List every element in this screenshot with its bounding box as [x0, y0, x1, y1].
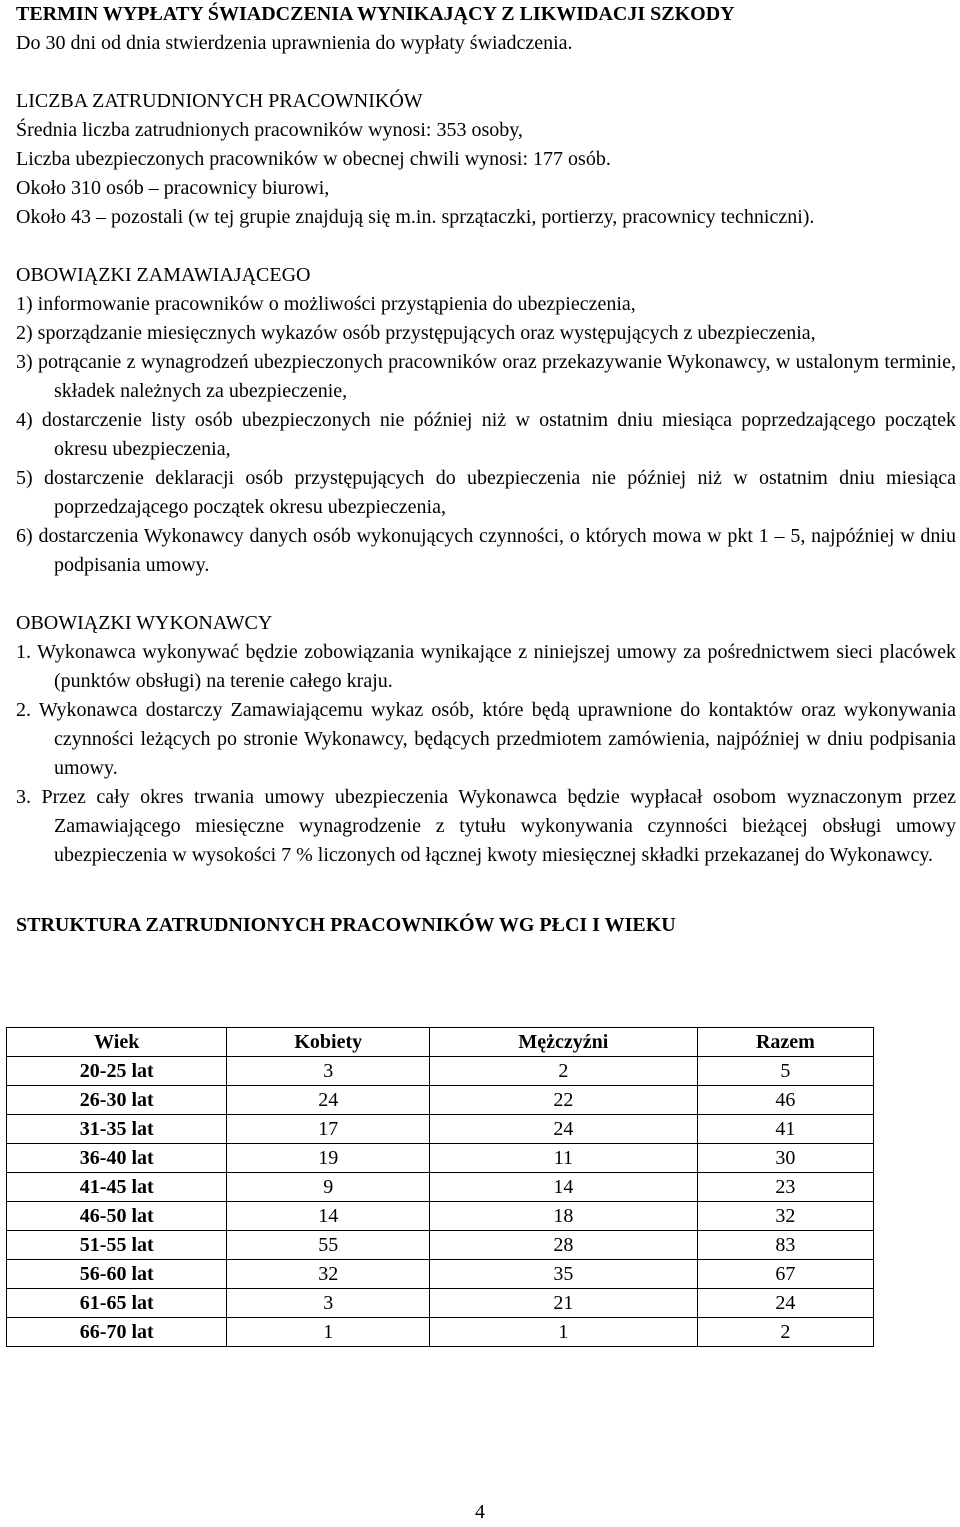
cell-age: 20-25 lat: [7, 1057, 227, 1086]
table-row: [7, 1173, 874, 1202]
employer-duty-2: 2) sporządzanie miesięcznych wykazów osób przystępujących oraz występujących z ubezpieczenia,: [16, 322, 816, 344]
structure-heading: STRUKTURA ZATRUDNIONYCH PRACOWNIKÓW WG PŁCI I WIEKU: [16, 914, 676, 936]
cell-women: 9: [227, 1173, 430, 1202]
payout-heading: TERMIN WYPŁATY ŚWIADCZENIA WYNIKAJĄCY Z LIKWIDACJI SZKODY: [16, 3, 735, 25]
cell-total: 24: [697, 1289, 873, 1318]
cell-women: 3: [227, 1289, 430, 1318]
table-row: [7, 1318, 874, 1347]
cell-age: 41-45 lat: [7, 1173, 227, 1202]
table-row: [7, 1202, 874, 1231]
cell-men: 11: [429, 1144, 697, 1173]
employer-duty-1: 1) informowanie pracowników o możliwości przystąpienia do ubezpieczenia,: [16, 293, 636, 315]
cell-total: 67: [697, 1260, 873, 1289]
cell-age: 56-60 lat: [7, 1260, 227, 1289]
employees-line-2: Liczba ubezpieczonych pracowników w obecnej chwili wynosi: 177 osób.: [16, 148, 611, 170]
cell-women: 14: [227, 1202, 430, 1231]
document-page: [16, 0, 956, 940]
cell-women: 24: [227, 1086, 430, 1115]
cell-men: 2: [429, 1057, 697, 1086]
cell-men: 22: [429, 1086, 697, 1115]
header-age: Wiek: [7, 1028, 227, 1057]
table-row: [7, 1289, 874, 1318]
cell-women: 3: [227, 1057, 430, 1086]
header-women: Kobiety: [227, 1028, 430, 1057]
employer-duties-heading: OBOWIĄZKI ZAMAWIAJĄCEGO: [16, 264, 311, 286]
header-total: Razem: [697, 1028, 873, 1057]
cell-age: 51-55 lat: [7, 1231, 227, 1260]
employer-duty-3: 3) potrącanie z wynagrodzeń ubezpieczonych pracowników oraz przekazywanie Wykonawcy, w ustalonym terminie, składek należnych za ubezpieczenie,: [16, 351, 956, 402]
age-gender-table: [6, 1027, 874, 1347]
employees-line-4: Około 43 – pozostali (w tej grupie znajdują się m.in. sprzątaczki, portierzy, pracownicy techniczni).: [16, 206, 815, 228]
cell-age: 36-40 lat: [7, 1144, 227, 1173]
cell-women: 32: [227, 1260, 430, 1289]
cell-women: 1: [227, 1318, 430, 1347]
cell-total: 83: [697, 1231, 873, 1260]
cell-age: 46-50 lat: [7, 1202, 227, 1231]
table-header-row: [7, 1028, 874, 1057]
cell-men: 24: [429, 1115, 697, 1144]
page-number: 4: [475, 1501, 485, 1523]
contractor-duty-3: 3. Przez cały okres trwania umowy ubezpieczenia Wykonawca będzie wypłacał osobom wyznaczonym przez Zamawiającego miesięczne wynagrodzenie z tytułu wykonywania czynności bieżącej obsługi umowy ubezpieczenia w wysokości 7 % liczonych od łącznej kwoty miesięcznej składki przekazanej do Wykonawcy.: [16, 786, 956, 866]
cell-age: 31-35 lat: [7, 1115, 227, 1144]
employees-line-3: Około 310 osób – pracownicy biurowi,: [16, 177, 330, 199]
cell-total: 46: [697, 1086, 873, 1115]
cell-age: 26-30 lat: [7, 1086, 227, 1115]
table-row: [7, 1115, 874, 1144]
cell-men: 28: [429, 1231, 697, 1260]
payout-text: Do 30 dni od dnia stwierdzenia uprawnienia do wypłaty świadczenia.: [16, 32, 573, 54]
cell-men: 21: [429, 1289, 697, 1318]
cell-men: 35: [429, 1260, 697, 1289]
table-row: [7, 1260, 874, 1289]
cell-men: 14: [429, 1173, 697, 1202]
contractor-duty-1: 1. Wykonawca wykonywać będzie zobowiązania wynikające z niniejszej umowy za pośrednictwem sieci placówek (punktów obsługi) na terenie całego kraju.: [16, 641, 956, 692]
header-men: Mężczyźni: [429, 1028, 697, 1057]
cell-total: 2: [697, 1318, 873, 1347]
cell-total: 30: [697, 1144, 873, 1173]
employer-duty-4: 4) dostarczenie listy osób ubezpieczonych nie później niż w ostatnim dniu miesiąca poprzedzającego początek okresu ubezpieczenia,: [16, 409, 956, 460]
employees-heading: LICZBA ZATRUDNIONYCH PRACOWNIKÓW: [16, 90, 423, 112]
cell-age: 66-70 lat: [7, 1318, 227, 1347]
table-row: [7, 1144, 874, 1173]
cell-women: 55: [227, 1231, 430, 1260]
cell-women: 17: [227, 1115, 430, 1144]
employer-duty-6: 6) dostarczenia Wykonawcy danych osób wykonujących czynności, o których mowa w pkt 1 – 5, najpóźniej w dniu podpisania umowy.: [16, 525, 956, 576]
cell-total: 41: [697, 1115, 873, 1144]
table-row: [7, 1086, 874, 1115]
cell-total: 23: [697, 1173, 873, 1202]
table-body: [7, 1057, 874, 1347]
contractor-duty-2: 2. Wykonawca dostarczy Zamawiającemu wykaz osób, które będą uprawnione do kontaktów oraz wykonywania czynności leżących po stronie Wykonawcy, będących przedmiotem zamówienia, najpóźniej w dniu podpisania umowy.: [16, 699, 956, 779]
contractor-duties-heading: OBOWIĄZKI WYKONAWCY: [16, 612, 273, 634]
employees-line-1: Średnia liczba zatrudnionych pracowników wynosi: 353 osoby,: [16, 119, 523, 141]
cell-women: 19: [227, 1144, 430, 1173]
table-row: [7, 1231, 874, 1260]
table-row: [7, 1057, 874, 1086]
cell-age: 61-65 lat: [7, 1289, 227, 1318]
cell-total: 32: [697, 1202, 873, 1231]
employer-duty-5: 5) dostarczenie deklaracji osób przystępujących do ubezpieczenia nie później niż w ostatnim dniu miesiąca poprzedzającego początek okresu ubezpieczenia,: [16, 467, 956, 518]
cell-total: 5: [697, 1057, 873, 1086]
cell-men: 1: [429, 1318, 697, 1347]
cell-men: 18: [429, 1202, 697, 1231]
